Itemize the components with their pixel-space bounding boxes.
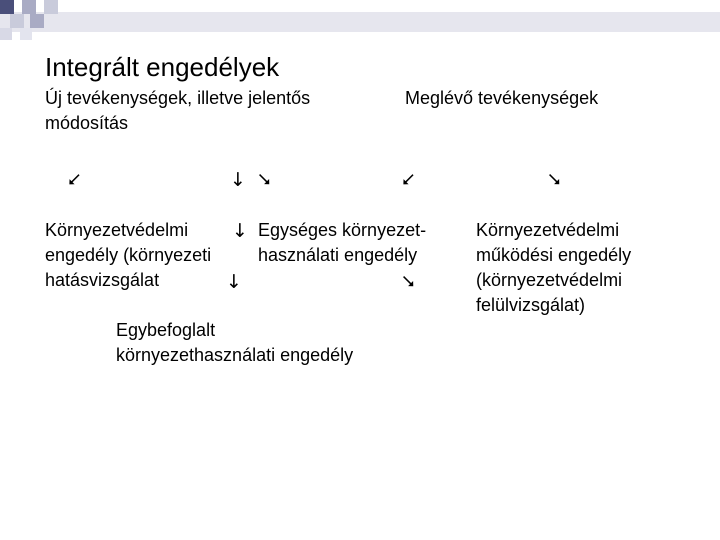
slide-title: Integrált engedélyek [45,52,280,82]
header-new-activities-line2: módosítás [45,113,129,133]
env-permit-line3: hatásvizsgálat [45,270,160,290]
arrow-down-right-icon: ⭨ [258,169,271,191]
arrow-down-icon: ↓ [226,271,242,293]
consolidated-permit-line1: Egybefoglalt [116,320,216,340]
arrow-down-left-icon: ⭩ [402,169,415,191]
header-decoration [0,0,720,45]
env-permit-line1: Környezetvédelmi [45,220,189,240]
arrow-down-icon: ↓ [232,220,248,242]
arrow-down-icon: ↓ [230,169,246,191]
arrow-down-right-icon: ⭨ [548,169,561,191]
operating-permit-line4: felülvizsgálat) [476,295,586,315]
unified-permit-line1: Egységes környezet- [258,220,427,240]
unified-permit-line2: használati engedély [258,245,418,265]
consolidated-permit-line2: környezethasználati engedély [116,345,354,365]
arrow-down-right-icon: ⭨ [402,271,415,293]
arrow-down-left-icon: ⭩ [68,169,81,191]
env-permit-line2: engedély (környezeti [45,245,212,265]
operating-permit-line3: (környezetvédelmi [476,270,623,290]
operating-permit-line2: működési engedély [476,245,632,265]
header-existing-activities: Meglévő tevékenységek [405,88,599,108]
operating-permit-line1: Környezetvédelmi [476,220,620,240]
header-new-activities-line1: Új tevékenységek, illetve jelentős [45,88,311,108]
